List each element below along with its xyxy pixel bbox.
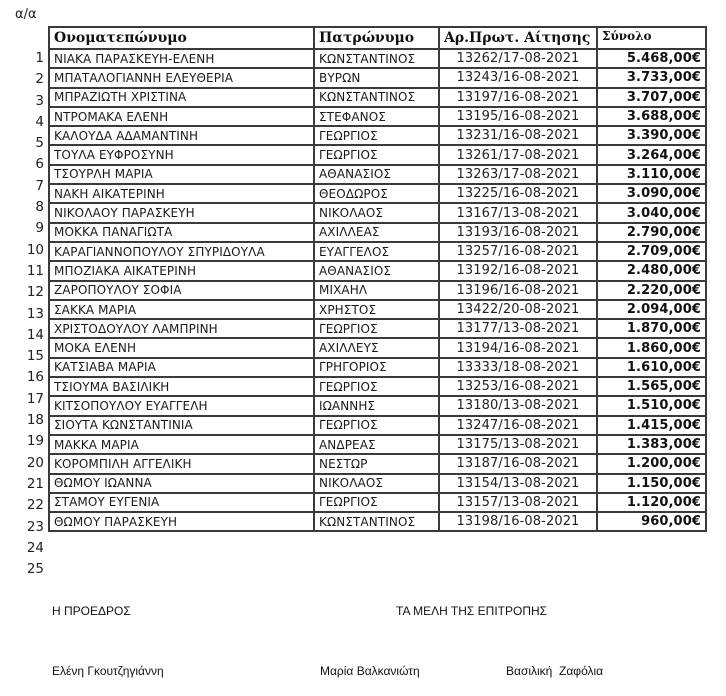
cell-name: ΚΟΡΟΜΠΙΛΗ ΑΓΓΕΛΙΚΗ [49, 454, 314, 473]
row-number: 16 [26, 369, 44, 386]
table-row [49, 300, 706, 319]
cell-total: 2.220,00€ [597, 281, 706, 300]
cell-total: 3.707,00€ [597, 88, 706, 107]
row-number: 2 [35, 71, 44, 88]
table-row [49, 49, 706, 68]
table-row [49, 416, 706, 435]
cell-total: 2.709,00€ [597, 242, 706, 261]
committee-members-title: ΤΑ ΜΕΛΗ ΤΗΣ ΕΠΙΤΡΟΠΗΣ [396, 604, 548, 618]
cell-father: ΜΙΧΑΗΛ [314, 281, 439, 300]
row-number: 13 [26, 305, 44, 322]
cell-name: ΝΙΑΚΑ ΠΑΡΑΣΚΕΥΗ-ΕΛΕΝΗ [49, 49, 314, 68]
row-number: 6 [35, 156, 44, 173]
row-number: 21 [26, 475, 44, 492]
cell-total: 2.094,00€ [597, 300, 706, 319]
cell-protocol: 13193/16-08-2021 [439, 223, 597, 242]
row-number: 8 [35, 199, 44, 216]
cell-protocol: 13231/16-08-2021 [439, 126, 597, 145]
cell-total: 2.480,00€ [597, 261, 706, 280]
row-number: 19 [26, 433, 44, 450]
cell-name: ΣΙΟΥΤΑ ΚΩΝΣΤΑΝΤΙΝΙΑ [49, 416, 314, 435]
cell-protocol: 13422/20-08-2021 [439, 300, 597, 319]
cell-father: ΚΩΝΣΤΑΝΤΙΝΟΣ [314, 88, 439, 107]
cell-name: ΧΡΙΣΤΟΔΟΥΛΟΥ ΛΑΜΠΡΙΝΗ [49, 319, 314, 338]
cell-total: 3.110,00€ [597, 165, 706, 184]
row-number: 14 [26, 326, 44, 343]
cell-total: 2.790,00€ [597, 223, 706, 242]
cell-total: 1.415,00€ [597, 416, 706, 435]
cell-total: 1.510,00€ [597, 396, 706, 415]
cell-name: ΘΩΜΟΥ ΙΩΑΝΝΑ [49, 474, 314, 493]
cell-father: ΑΝΔΡΕΑΣ [314, 435, 439, 454]
cell-father: ΒΥΡΩΝ [314, 68, 439, 87]
cell-name: ΣΑΚΚΑ ΜΑΡΙΑ [49, 300, 314, 319]
cell-father: ΓΕΩΡΓΙΟΣ [314, 377, 439, 396]
cell-protocol: 13247/16-08-2021 [439, 416, 597, 435]
row-number: 5 [35, 135, 44, 152]
cell-name: ΜΠΡΑΖΙΩΤΗ ΧΡΙΣΤΙΝΑ [49, 88, 314, 107]
cell-total: 1.610,00€ [597, 358, 706, 377]
row-number: 22 [26, 497, 44, 514]
cell-father: ΑΧΙΛΛΕΥΣ [314, 338, 439, 357]
table-row [49, 223, 706, 242]
cell-protocol: 13225/16-08-2021 [439, 184, 597, 203]
cell-father: ΙΩΑΝΝΗΣ [314, 396, 439, 415]
cell-father: ΚΩΝΣΤΑΝΤΙΝΟΣ [314, 512, 439, 531]
cell-name: ΚΑΛΟΥΔΑ ΑΔΑΜΑΝΤΙΝΗ [49, 126, 314, 145]
table-body [49, 49, 706, 531]
cell-protocol: 13261/17-08-2021 [439, 145, 597, 164]
row-number-column [0, 48, 44, 580]
cell-total: 960,00€ [597, 512, 706, 531]
cell-father: ΝΙΚΟΛΑΟΣ [314, 203, 439, 222]
table-header-row [49, 27, 706, 49]
row-number: 4 [35, 113, 44, 130]
cell-name: ΖΑΡΟΠΟΥΛΟΥ ΣΟΦΙΑ [49, 281, 314, 300]
cell-total: 3.390,00€ [597, 126, 706, 145]
cell-father: ΝΕΣΤΩΡ [314, 454, 439, 473]
cell-name: ΜΟΚΚΑ ΠΑΝΑΓΙΩΤΑ [49, 223, 314, 242]
table-row [49, 319, 706, 338]
cell-father: ΓΕΩΡΓΙΟΣ [314, 416, 439, 435]
cell-protocol: 13187/16-08-2021 [439, 454, 597, 473]
cell-father: ΑΘΑΝΑΣΙΟΣ [314, 261, 439, 280]
cell-father: ΓΕΩΡΓΙΟΣ [314, 126, 439, 145]
table-row [49, 184, 706, 203]
cell-protocol: 13333/18-08-2021 [439, 358, 597, 377]
cell-name: ΚΑΡΑΓΙΑΝΝΟΠΟΥΛΟΥ ΣΠΥΡΙΔΟΥΛΑ [49, 242, 314, 261]
row-number: 10 [26, 241, 44, 258]
cell-name: ΝΙΚΟΛΑΟΥ ΠΑΡΑΣΚΕΥΗ [49, 203, 314, 222]
cell-total: 1.565,00€ [597, 377, 706, 396]
cell-protocol: 13194/16-08-2021 [439, 338, 597, 357]
table-row [49, 107, 706, 126]
cell-name: ΤΟΥΛΑ ΕΥΦΡΟΣΥΝΗ [49, 145, 314, 164]
cell-father: ΑΧΙΛΛΕΑΣ [314, 223, 439, 242]
cell-protocol: 13198/16-08-2021 [439, 512, 597, 531]
cell-total: 1.150,00€ [597, 474, 706, 493]
cell-name: ΣΤΑΜΟΥ ΕΥΓΕΝΙΑ [49, 493, 314, 512]
row-number: 7 [35, 177, 44, 194]
cell-total: 5.468,00€ [597, 49, 706, 68]
cell-total: 1.383,00€ [597, 435, 706, 454]
row-number: 1 [35, 50, 44, 66]
cell-protocol: 13154/13-08-2021 [439, 474, 597, 493]
cell-protocol: 13192/16-08-2021 [439, 261, 597, 280]
cell-total: 1.200,00€ [597, 454, 706, 473]
row-number: 3 [35, 92, 44, 109]
member-2-name: Βασιλική Ζαφόλια [506, 664, 604, 678]
row-number: 9 [35, 220, 44, 237]
table-row [49, 493, 706, 512]
cell-father: ΑΘΑΝΑΣΙΟΣ [314, 165, 439, 184]
cell-protocol: 13243/16-08-2021 [439, 68, 597, 87]
table-row [49, 474, 706, 493]
table-row [49, 242, 706, 261]
cell-protocol: 13180/13-08-2021 [439, 396, 597, 415]
cell-father: ΓΕΩΡΓΙΟΣ [314, 145, 439, 164]
table-row [49, 203, 706, 222]
cell-total: 3.040,00€ [597, 203, 706, 222]
cell-father: ΓΕΩΡΓΙΟΣ [314, 319, 439, 338]
beneficiaries-table [48, 26, 707, 532]
cell-protocol: 13167/13-08-2021 [439, 203, 597, 222]
cell-total: 3.733,00€ [597, 68, 706, 87]
cell-protocol: 13257/16-08-2021 [439, 242, 597, 261]
cell-father: ΚΩΝΣΤΑΝΤΙΝΟΣ [314, 49, 439, 68]
row-number: 11 [26, 262, 44, 279]
cell-protocol: 13196/16-08-2021 [439, 281, 597, 300]
cell-total: 3.264,00€ [597, 145, 706, 164]
table-row [49, 145, 706, 164]
header-name: Ονοματεπώνυμο [49, 27, 314, 49]
cell-protocol: 13195/16-08-2021 [439, 107, 597, 126]
row-number: 12 [26, 284, 44, 301]
header-protocol: Αρ.Πρωτ. Αίτησης [439, 27, 597, 49]
cell-protocol: 13263/17-08-2021 [439, 165, 597, 184]
cell-father: ΧΡΗΣΤΟΣ [314, 300, 439, 319]
president-title: Η ΠΡΟΕΔΡΟΣ [52, 604, 131, 618]
table-row [49, 454, 706, 473]
cell-name: ΜΠΟΖΙΑΚΑ ΑΙΚΑΤΕΡΙΝΗ [49, 261, 314, 280]
cell-total: 3.688,00€ [597, 107, 706, 126]
president-name: Ελένη Γκουτζηγιάννη [52, 664, 164, 678]
cell-name: ΜΟΚΑ ΕΛΕΝΗ [49, 338, 314, 357]
member-1-name: Μαρία Βαλκανιώτη [320, 664, 420, 678]
cell-name: ΝΤΡΟΜΑΚΑ ΕΛΕΝΗ [49, 107, 314, 126]
table-row [49, 261, 706, 280]
cell-name: ΜΑΚΚΑ ΜΑΡΙΑ [49, 435, 314, 454]
table-row [49, 435, 706, 454]
row-number: 17 [26, 390, 44, 407]
table-row [49, 68, 706, 87]
cell-name: ΚΑΤΣΙΑΒΑ ΜΑΡΙΑ [49, 358, 314, 377]
cell-protocol: 13253/16-08-2021 [439, 377, 597, 396]
row-number: 24 [26, 539, 44, 556]
cell-protocol: 13177/13-08-2021 [439, 319, 597, 338]
table-row [49, 126, 706, 145]
cell-father: ΘΕΟΔΩΡΟΣ [314, 184, 439, 203]
row-number: 15 [26, 348, 44, 365]
cell-father: ΓΡΗΓΟΡΙΟΣ [314, 358, 439, 377]
cell-total: 1.870,00€ [597, 319, 706, 338]
table-row [49, 338, 706, 357]
row-number: 20 [26, 454, 44, 471]
cell-father: ΝΙΚΟΛΑΟΣ [314, 474, 439, 493]
cell-name: ΤΣΙΟΥΜΑ ΒΑΣΙΛΙΚΗ [49, 377, 314, 396]
cell-protocol: 13262/17-08-2021 [439, 49, 597, 68]
table-row [49, 512, 706, 531]
cell-name: ΜΠΑΤΑΛΟΓΙΑΝΝΗ ΕΛΕΥΘΕΡΙΑ [49, 68, 314, 87]
row-number: 23 [26, 518, 44, 535]
cell-name: ΚΙΤΣΟΠΟΥΛΟΥ ΕΥΑΓΓΕΛΗ [49, 396, 314, 415]
cell-name: ΘΩΜΟΥ ΠΑΡΑΣΚΕΥΗ [49, 512, 314, 531]
cell-father: ΓΕΩΡΓΙΟΣ [314, 493, 439, 512]
cell-name: ΤΣΟΥΡΛΗ ΜΑΡΙΑ [49, 165, 314, 184]
cell-protocol: 13175/13-08-2021 [439, 435, 597, 454]
cell-name: ΝΑΚΗ ΑΙΚΑΤΕΡΙΝΗ [49, 184, 314, 203]
table-row [49, 358, 706, 377]
cell-protocol: 13157/13-08-2021 [439, 493, 597, 512]
aa-label: α/α [15, 7, 37, 22]
row-number: 18 [26, 412, 44, 429]
header-total: Σύνολο [597, 27, 706, 49]
cell-total: 1.860,00€ [597, 338, 706, 357]
cell-total: 1.120,00€ [597, 493, 706, 512]
cell-father: ΣΤΕΦΑΝΟΣ [314, 107, 439, 126]
cell-protocol: 13197/16-08-2021 [439, 88, 597, 107]
table-row [49, 377, 706, 396]
header-father: Πατρώνυμο [314, 27, 439, 49]
row-number: 25 [26, 561, 44, 578]
table-row [49, 88, 706, 107]
cell-total: 3.090,00€ [597, 184, 706, 203]
table-row [49, 396, 706, 415]
table-row [49, 165, 706, 184]
cell-father: ΕΥΑΓΓΕΛΟΣ [314, 242, 439, 261]
table-row [49, 281, 706, 300]
